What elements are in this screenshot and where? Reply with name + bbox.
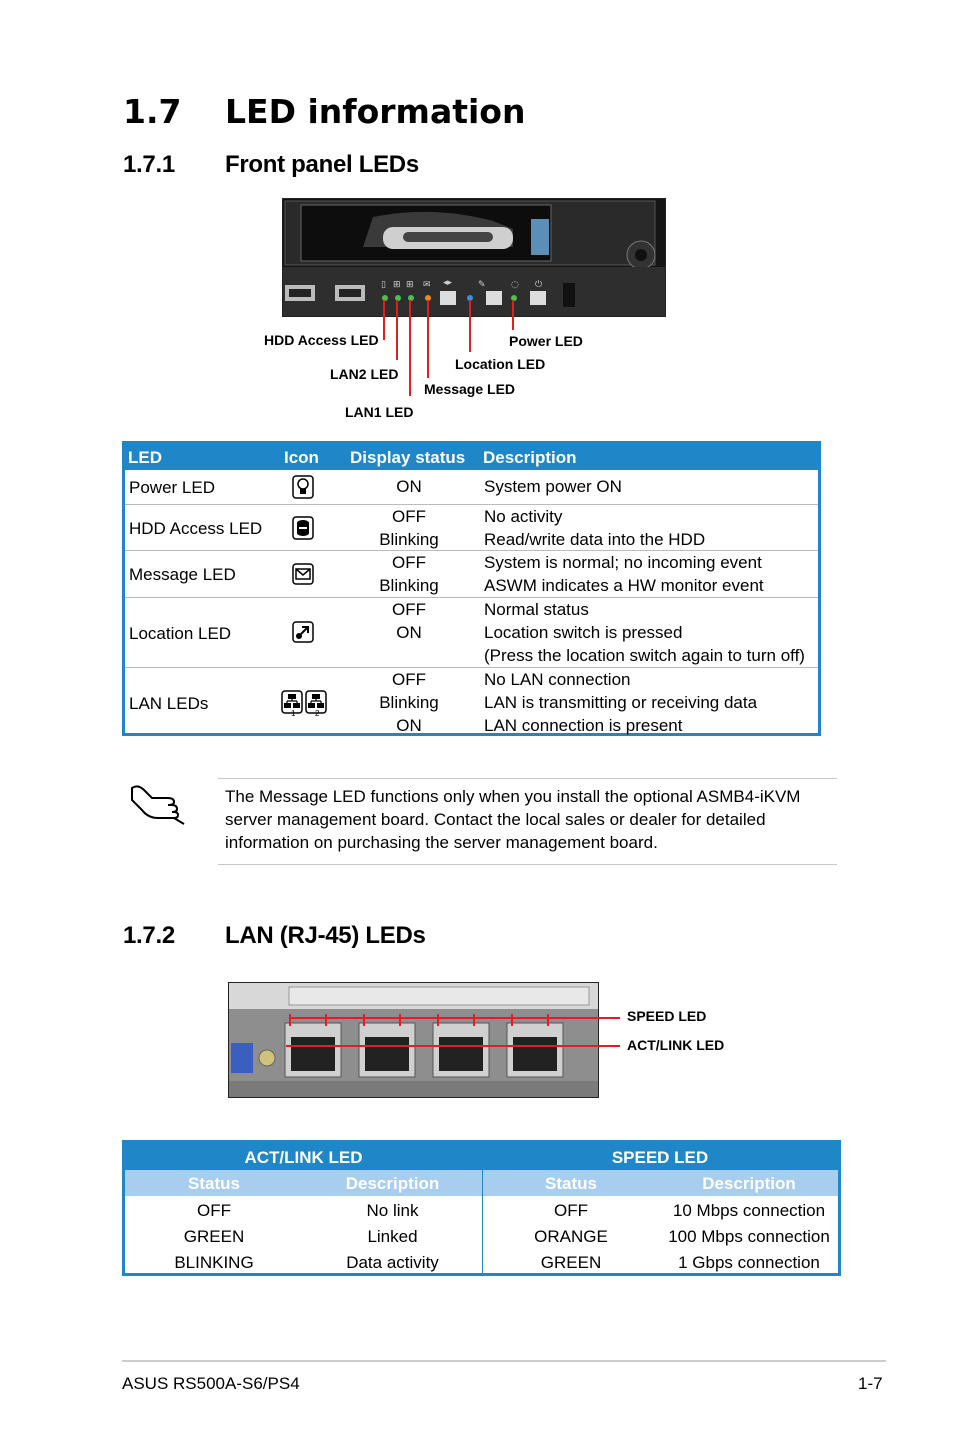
group-act-link: ACT/LINK LED xyxy=(244,1148,363,1167)
subsection-number: 1.7.1 xyxy=(123,151,175,178)
subsection-title-text: LAN (RJ-45) LEDs xyxy=(225,922,426,949)
svg-text:▯: ▯ xyxy=(381,280,386,290)
led-status: OFF Blinking xyxy=(379,507,439,549)
callout-act-link-led: ACT/LINK LED xyxy=(627,1037,725,1053)
svg-text:◌: ◌ xyxy=(511,280,519,290)
led-name: Power LED xyxy=(129,478,215,497)
led-table-header xyxy=(125,444,818,470)
led-row-location xyxy=(125,597,818,668)
envelope-icon xyxy=(292,563,314,590)
callout-lan2-led: LAN2 LED xyxy=(330,366,399,382)
led-status: OFF ON xyxy=(392,600,426,642)
network-icon xyxy=(281,690,329,721)
subsection-number: 1.7.2 xyxy=(123,922,175,949)
header-icon: Icon xyxy=(284,448,319,467)
lan-led-table: ACT/LINK LED SPEED LED Status Description Status Description OFF No link OFF 10 Mbps connection GREEN Linked ORANGE 100 Mbps connection BLINKING Data activity GREEN 1 Gbps connection xyxy=(122,1140,841,1276)
led-status: OFF Blinking xyxy=(379,553,439,595)
svg-text:◂▸: ◂▸ xyxy=(443,278,453,288)
section-number: 1.7 xyxy=(123,92,182,131)
front-callout-lines xyxy=(250,296,610,416)
led-description: System is normal; no incoming event ASWM indicates a HW monitor event xyxy=(484,553,764,595)
led-name: Message LED xyxy=(129,565,236,584)
subheader-description: Description xyxy=(345,1174,440,1193)
led-status: OFF Blinking ON xyxy=(379,670,439,735)
svg-text:✉: ✉ xyxy=(423,280,431,290)
lan-icon-label-2: 2 xyxy=(315,709,320,718)
svg-text:⏻: ⏻ xyxy=(535,280,543,290)
header-display-status: Display status xyxy=(350,448,466,467)
subsection-title-lan xyxy=(123,922,426,950)
hand-icon xyxy=(128,780,188,831)
led-row-hdd-access xyxy=(125,504,818,551)
subheader-status: Status xyxy=(188,1174,240,1193)
led-status: ON xyxy=(396,477,422,496)
svg-text:⊞: ⊞ xyxy=(393,280,401,290)
subsection-title-front-panel xyxy=(123,151,419,179)
lan-icon-label-1: 1 xyxy=(291,709,296,718)
callout-location-led: Location LED xyxy=(455,356,546,372)
lan-table-group-header xyxy=(125,1143,838,1170)
led-name: LAN LEDs xyxy=(129,694,209,713)
section-title xyxy=(123,92,525,131)
callout-hdd-access-led: HDD Access LED xyxy=(264,332,379,348)
location-icon xyxy=(292,621,314,648)
led-description: No activity Read/write data into the HDD xyxy=(484,507,706,549)
led-name: Location LED xyxy=(129,624,232,643)
svg-text:⊞: ⊞ xyxy=(406,280,414,290)
led-table xyxy=(122,441,821,736)
led-name: HDD Access LED xyxy=(129,519,263,538)
led-description: Normal status Location switch is pressed (Press the location switch again to turn off) xyxy=(484,600,805,665)
led-row-message xyxy=(125,550,818,598)
callout-message-led: Message LED xyxy=(424,381,516,397)
led-row-power xyxy=(125,470,818,504)
note-text: The Message LED functions only when you install the optional ASMB4-iKVM server management board. Contact the local sales or dealer for detailed information on purchasing the server management board. xyxy=(225,787,801,852)
callout-lan1-led: LAN1 LED xyxy=(345,404,414,420)
led-row-lan xyxy=(125,667,818,737)
note-divider-top xyxy=(218,778,837,779)
lightbulb-icon xyxy=(292,475,314,504)
lan-callout-lines xyxy=(228,1008,628,1058)
footer-page-number: 1-7 xyxy=(858,1374,883,1393)
note-divider-bottom xyxy=(218,864,837,865)
callout-power-led: Power LED xyxy=(509,333,583,349)
led-description: System power ON xyxy=(484,477,622,496)
subsection-title-text: Front panel LEDs xyxy=(225,151,419,178)
footer-product: ASUS RS500A-S6/PS4 xyxy=(122,1374,300,1393)
hdd-icon xyxy=(292,516,314,545)
led-description: No LAN connection LAN is transmitting or receiving data LAN connection is present xyxy=(484,670,758,735)
callout-speed-led: SPEED LED xyxy=(627,1008,707,1024)
svg-text:✎: ✎ xyxy=(478,280,486,290)
header-description: Description xyxy=(483,448,577,467)
group-speed: SPEED LED xyxy=(611,1148,709,1167)
section-title-text: LED information xyxy=(225,92,526,131)
subheader-status: Status xyxy=(545,1174,597,1193)
footer-divider xyxy=(122,1360,886,1362)
subheader-description: Description xyxy=(702,1174,796,1193)
header-led: LED xyxy=(128,448,162,467)
